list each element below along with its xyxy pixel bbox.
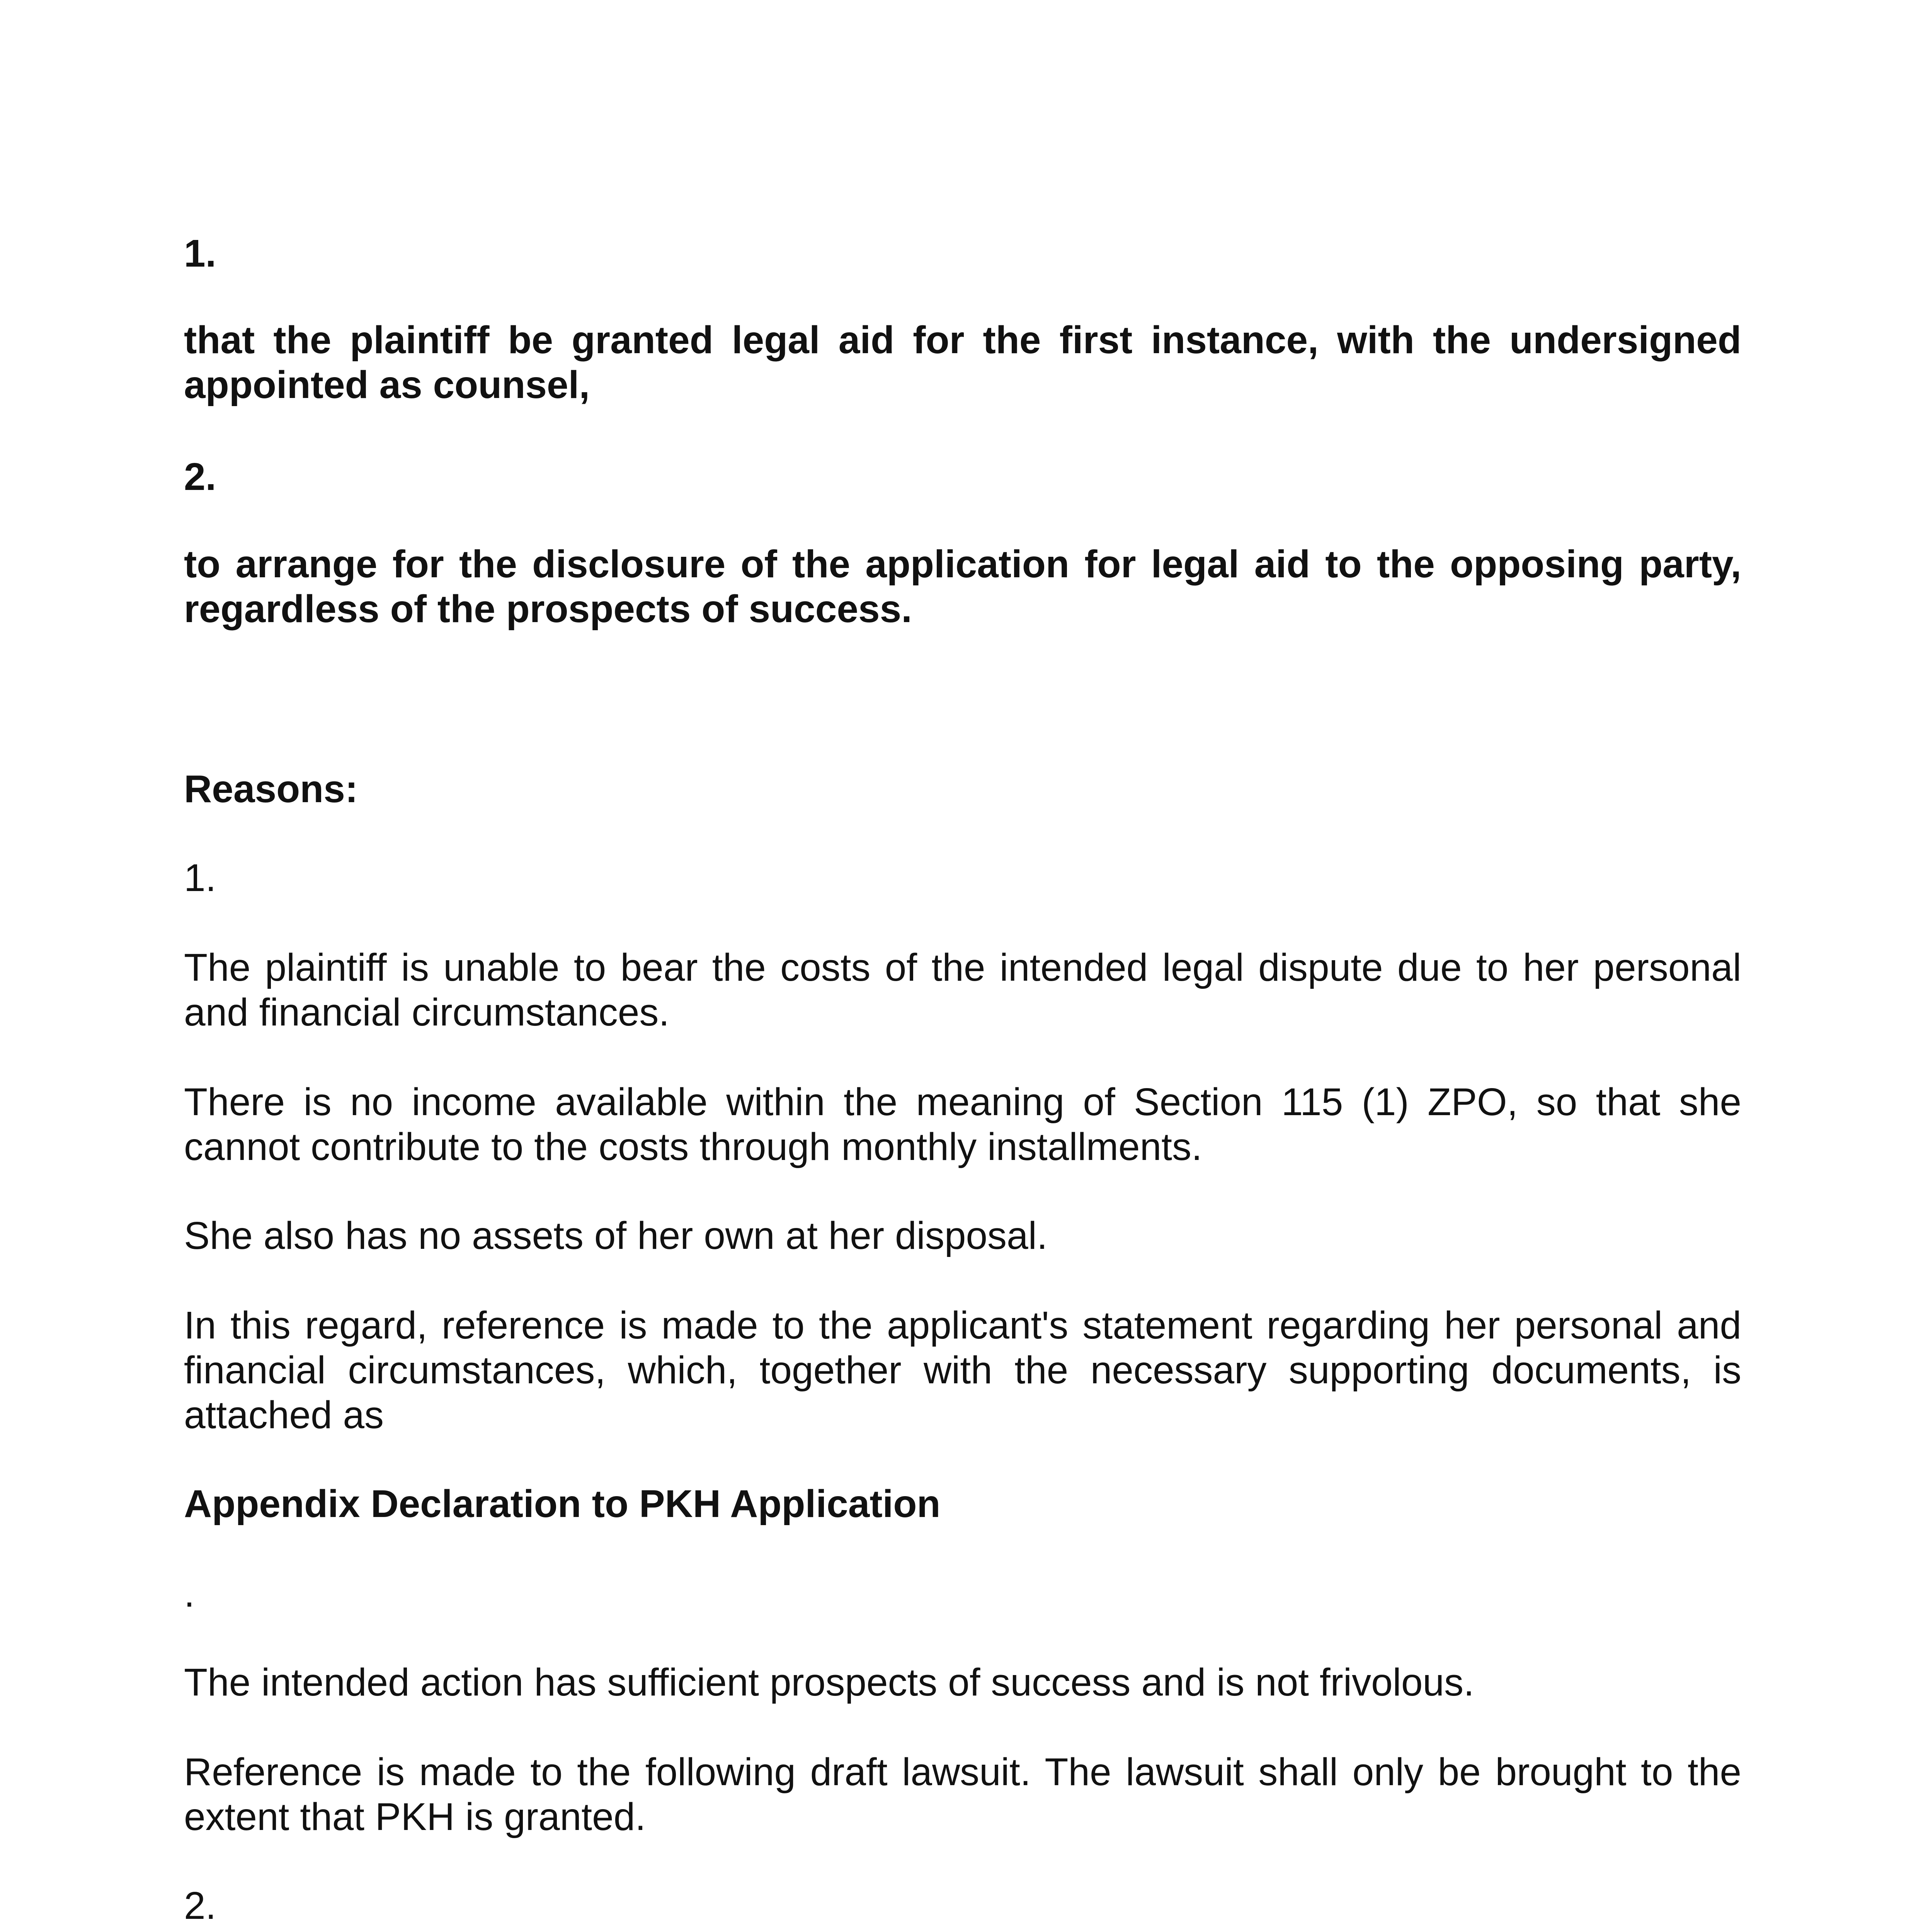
motion-1-number: 1. [184,232,216,275]
reasons-paragraph-2: There is no income available within the meaning of Section 115 (1) ZPO, so that she cannot contribute to the costs through monthly installments. [184,1080,1741,1168]
reasons-paragraph-3: She also has no assets of her own at her disposal. [184,1214,1048,1257]
reasons-paragraph-4: In this regard, reference is made to the applicant's statement regarding her personal and financial circumstances, which, together with the necessary supporting documents, is attached as [184,1304,1741,1437]
reasons-section-2-number: 2. [184,1884,216,1927]
reasons-heading: Reasons: [184,767,358,811]
appendix-label: Appendix Declaration to PKH Application [184,1482,941,1526]
reasons-paragraph-5: The intended action has sufficient prospects of success and is not frivolous. [184,1661,1474,1704]
reasons-section-1-number: 1. [184,856,216,900]
motion-2-number: 2. [184,455,216,498]
reasons-paragraph-1: The plaintiff is unable to bear the costs of the intended legal dispute due to her personal and financial circumstances. [184,946,1741,1034]
motion-2-text: to arrange for the disclosure of the application for legal aid to the opposing party, regardless of the prospects of success. [184,543,1741,631]
motion-1-text: that the plaintiff be granted legal aid for the first instance, with the undersigned appointed as counsel, [184,318,1741,406]
stray-dot: . [184,1572,195,1615]
reasons-paragraph-6: Reference is made to the following draft lawsuit. The lawsuit shall only be brought to the extent that PKH is granted. [184,1750,1741,1838]
